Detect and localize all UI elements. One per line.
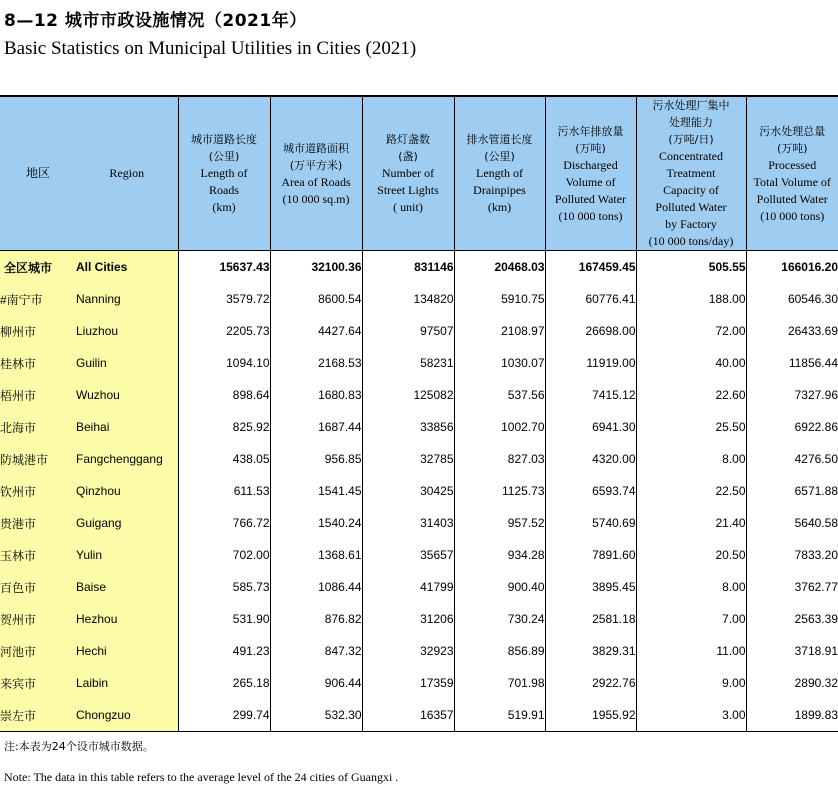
value-cell-road-area: 32100.36 (270, 251, 362, 284)
value-cell-road-area: 2168.53 (270, 347, 362, 379)
value-cell-processed-water: 11856.44 (746, 347, 838, 379)
value-cell-drainpipe-length: 1002.70 (454, 411, 545, 443)
header-en-line: Roads (209, 183, 239, 197)
value-cell-road-length: 491.23 (178, 635, 270, 667)
value-cell-discharged-water: 60776.41 (545, 283, 636, 315)
table-title-en: Basic Statistics on Municipal Utilities in Cities (2021) (4, 38, 417, 59)
value-cell-discharged-water: 4320.00 (545, 443, 636, 475)
value-cell-discharged-water: 5740.69 (545, 507, 636, 539)
value-cell-road-area: 8600.54 (270, 283, 362, 315)
region-cn-cell: 贵港市 (0, 507, 76, 539)
header-region-cn: 地区 (0, 96, 76, 251)
value-cell-street-lights: 41799 (362, 571, 454, 603)
header-en-line: Polluted Water (756, 191, 828, 206)
table-row (0, 283, 838, 315)
value-cell-discharged-water: 3829.31 (545, 635, 636, 667)
header-en-line: (10 000 sq.m) (282, 191, 350, 206)
header-en-line: Polluted Water (655, 200, 727, 214)
value-cell-road-area: 1687.44 (270, 411, 362, 443)
value-cell-treatment-capacity: 22.50 (636, 475, 746, 507)
value-cell-treatment-capacity: 21.40 (636, 507, 746, 539)
value-cell-road-area: 1368.61 (270, 539, 362, 571)
table-row (0, 315, 838, 347)
value-cell-road-length: 2205.73 (178, 315, 270, 347)
value-cell-road-length: 585.73 (178, 571, 270, 603)
value-cell-drainpipe-length: 701.98 (454, 667, 545, 699)
table-row (0, 443, 838, 475)
value-cell-processed-water: 1899.83 (746, 699, 838, 732)
value-cell-treatment-capacity: 8.00 (636, 571, 746, 603)
header-en-line: Volume of (565, 174, 616, 189)
value-cell-discharged-water: 167459.45 (545, 251, 636, 284)
value-cell-processed-water: 7327.96 (746, 379, 838, 411)
value-cell-processed-water: 166016.20 (746, 251, 838, 284)
header-cn-line: (盏) (398, 150, 418, 163)
header-en-line: (10 000 tons) (558, 208, 623, 223)
header-en-line: Processed (768, 157, 817, 172)
header-cn-line: (万吨) (776, 141, 808, 155)
value-cell-treatment-capacity: 25.50 (636, 411, 746, 443)
header-processed-water (746, 96, 838, 251)
region-en-cell: Wuzhou (76, 379, 178, 411)
region-en-cell: All Cities (76, 251, 178, 284)
header-road-area (270, 96, 362, 251)
value-cell-drainpipe-length: 20468.03 (454, 251, 545, 284)
table-row (0, 475, 838, 507)
header-cn-line: 污水处理总量 (759, 124, 826, 138)
value-cell-street-lights: 134820 (362, 283, 454, 315)
header-cn-line: 污水年排放量 (557, 124, 624, 138)
value-cell-road-length: 3579.72 (178, 283, 270, 315)
table-row (0, 635, 838, 667)
header-cn-line: 处理能力 (669, 116, 713, 129)
value-cell-drainpipe-length: 827.03 (454, 443, 545, 475)
value-cell-drainpipe-length: 537.56 (454, 379, 545, 411)
region-en-cell: Hezhou (76, 603, 178, 635)
header-cn-line: 城市道路面积 (283, 141, 349, 155)
table-title-cn: 8—12 城市市政设施情况（2021年） (4, 11, 307, 31)
value-cell-road-length: 299.74 (178, 699, 270, 732)
value-cell-drainpipe-length: 934.28 (454, 539, 545, 571)
value-cell-treatment-capacity: 505.55 (636, 251, 746, 284)
table-row (0, 667, 838, 699)
header-en-line: Capacity of (663, 183, 719, 197)
region-en-cell: Beihai (76, 411, 178, 443)
header-en-line: Area of Roads (281, 174, 351, 189)
header-street-lights (362, 96, 454, 251)
table-row (0, 699, 838, 732)
header-en-line: Discharged (563, 157, 618, 172)
region-cn-cell: 玉林市 (0, 539, 76, 571)
value-cell-processed-water: 3718.91 (746, 635, 838, 667)
region-cn-cell: 百色市 (0, 571, 76, 603)
header-en-line: ( unit) (393, 200, 423, 214)
header-en-line: Length of (476, 166, 523, 180)
table-row (0, 379, 838, 411)
header-en-line: Street Lights (377, 183, 439, 197)
value-cell-street-lights: 31403 (362, 507, 454, 539)
region-cn-cell: 防城港市 (0, 443, 76, 475)
value-cell-road-area: 847.32 (270, 635, 362, 667)
table-row (0, 347, 838, 379)
total-row (0, 251, 838, 284)
note-en: Note: The data in this table refers to the average level of the 24 cities of Guangxi . (4, 770, 399, 784)
header-cn-line: (万吨/日) (668, 133, 714, 146)
value-cell-road-length: 15637.43 (178, 251, 270, 284)
region-cn-cell: 钦州市 (0, 475, 76, 507)
region-cn-cell: 贺州市 (0, 603, 76, 635)
region-cn-cell: 桂林市 (0, 347, 76, 379)
value-cell-road-length: 531.90 (178, 603, 270, 635)
header-cn-line: 路灯盏数 (386, 133, 430, 146)
municipal-utilities-table (0, 95, 838, 732)
value-cell-treatment-capacity: 22.60 (636, 379, 746, 411)
value-cell-drainpipe-length: 5910.75 (454, 283, 545, 315)
value-cell-treatment-capacity: 9.00 (636, 667, 746, 699)
value-cell-drainpipe-length: 856.89 (454, 635, 545, 667)
value-cell-street-lights: 33856 (362, 411, 454, 443)
value-cell-treatment-capacity: 11.00 (636, 635, 746, 667)
value-cell-treatment-capacity: 20.50 (636, 539, 746, 571)
value-cell-processed-water: 6922.86 (746, 411, 838, 443)
region-cn-cell: 北海市 (0, 411, 76, 443)
value-cell-discharged-water: 1955.92 (545, 699, 636, 732)
header-road-length (178, 96, 270, 251)
table-row (0, 603, 838, 635)
value-cell-processed-water: 26433.69 (746, 315, 838, 347)
header-row (0, 96, 838, 251)
header-cn-line: 城市道路长度 (191, 133, 257, 146)
region-en-cell: Liuzhou (76, 315, 178, 347)
value-cell-road-area: 1540.24 (270, 507, 362, 539)
value-cell-street-lights: 831146 (362, 251, 454, 284)
region-cn-cell: 来宾市 (0, 667, 76, 699)
header-discharged-water (545, 96, 636, 251)
region-en-cell: Chongzuo (76, 699, 178, 732)
note-cn: 注:本表为24个设市城市数据。 (4, 740, 154, 753)
value-cell-treatment-capacity: 8.00 (636, 443, 746, 475)
value-cell-road-area: 1680.83 (270, 379, 362, 411)
region-en-cell: Laibin (76, 667, 178, 699)
value-cell-road-length: 438.05 (178, 443, 270, 475)
value-cell-street-lights: 58231 (362, 347, 454, 379)
value-cell-road-area: 1086.44 (270, 571, 362, 603)
header-treatment-capacity (636, 96, 746, 251)
header-en-line: Treatment (666, 166, 716, 180)
header-en-line: Number of (381, 166, 435, 180)
header-cn-line: (公里) (208, 150, 240, 163)
region-en-cell: Guigang (76, 507, 178, 539)
value-cell-street-lights: 17359 (362, 667, 454, 699)
region-en-cell: Hechi (76, 635, 178, 667)
value-cell-road-length: 825.92 (178, 411, 270, 443)
header-en-line: Total Volume of (753, 174, 831, 189)
value-cell-street-lights: 31206 (362, 603, 454, 635)
value-cell-road-length: 265.18 (178, 667, 270, 699)
value-cell-discharged-water: 26698.00 (545, 315, 636, 347)
value-cell-processed-water: 2563.39 (746, 603, 838, 635)
table-row (0, 411, 838, 443)
value-cell-processed-water: 4276.50 (746, 443, 838, 475)
value-cell-road-area: 1541.45 (270, 475, 362, 507)
value-cell-road-length: 766.72 (178, 507, 270, 539)
value-cell-treatment-capacity: 40.00 (636, 347, 746, 379)
header-drainpipe-length (454, 96, 545, 251)
header-region-en: Region (76, 96, 178, 251)
value-cell-drainpipe-length: 730.24 (454, 603, 545, 635)
region-en-cell: Yulin (76, 539, 178, 571)
value-cell-road-area: 906.44 (270, 667, 362, 699)
value-cell-drainpipe-length: 519.91 (454, 699, 545, 732)
header-en-line: by Factory (665, 217, 717, 231)
value-cell-treatment-capacity: 188.00 (636, 283, 746, 315)
value-cell-drainpipe-length: 1030.07 (454, 347, 545, 379)
value-cell-road-length: 1094.10 (178, 347, 270, 379)
region-cn-cell: 柳州市 (0, 315, 76, 347)
value-cell-street-lights: 16357 (362, 699, 454, 732)
value-cell-drainpipe-length: 957.52 (454, 507, 545, 539)
value-cell-road-area: 956.85 (270, 443, 362, 475)
header-cn-line: 排水管道长度 (466, 133, 533, 146)
value-cell-discharged-water: 11919.00 (545, 347, 636, 379)
header-cn-line: (万吨) (575, 141, 606, 155)
value-cell-processed-water: 7833.20 (746, 539, 838, 571)
header-en-line: (km) (487, 200, 512, 214)
value-cell-road-length: 611.53 (178, 475, 270, 507)
header-en-line: Drainpipes (473, 183, 526, 197)
value-cell-processed-water: 6571.88 (746, 475, 838, 507)
value-cell-street-lights: 30425 (362, 475, 454, 507)
value-cell-street-lights: 125082 (362, 379, 454, 411)
value-cell-discharged-water: 6941.30 (545, 411, 636, 443)
region-en-cell: Qinzhou (76, 475, 178, 507)
value-cell-processed-water: 5640.58 (746, 507, 838, 539)
table-row (0, 571, 838, 603)
header-en-line: (10 000 tons/day) (648, 234, 734, 248)
value-cell-discharged-water: 2922.76 (545, 667, 636, 699)
value-cell-road-area: 876.82 (270, 603, 362, 635)
value-cell-treatment-capacity: 3.00 (636, 699, 746, 732)
value-cell-discharged-water: 3895.45 (545, 571, 636, 603)
value-cell-discharged-water: 7415.12 (545, 379, 636, 411)
header-en-line: Length of (200, 166, 248, 180)
header-en-line: (10 000 tons) (760, 208, 825, 223)
table-body (0, 251, 838, 732)
region-cn-cell: 崇左市 (0, 699, 76, 732)
value-cell-discharged-water: 6593.74 (545, 475, 636, 507)
value-cell-street-lights: 32923 (362, 635, 454, 667)
header-cn-line: (万平方米) (289, 158, 343, 172)
value-cell-drainpipe-length: 1125.73 (454, 475, 545, 507)
header-en-line: Polluted Water (554, 191, 627, 206)
value-cell-processed-water: 60546.30 (746, 283, 838, 315)
value-cell-street-lights: 35657 (362, 539, 454, 571)
value-cell-treatment-capacity: 7.00 (636, 603, 746, 635)
region-cn-cell: 河池市 (0, 635, 76, 667)
header-cn-line: (公里) (484, 150, 515, 163)
region-en-cell: Baise (76, 571, 178, 603)
value-cell-road-length: 898.64 (178, 379, 270, 411)
value-cell-treatment-capacity: 72.00 (636, 315, 746, 347)
region-cn-cell: 梧州市 (0, 379, 76, 411)
value-cell-road-area: 4427.64 (270, 315, 362, 347)
value-cell-street-lights: 32785 (362, 443, 454, 475)
header-en-line: (km) (212, 200, 236, 214)
header-en-line: Concentrated (659, 149, 723, 163)
region-cn-cell: 全区城市 (0, 251, 76, 284)
table-row (0, 539, 838, 571)
value-cell-street-lights: 97507 (362, 315, 454, 347)
value-cell-discharged-water: 7891.60 (545, 539, 636, 571)
value-cell-processed-water: 2890.32 (746, 667, 838, 699)
value-cell-drainpipe-length: 900.40 (454, 571, 545, 603)
value-cell-processed-water: 3762.77 (746, 571, 838, 603)
value-cell-road-area: 532.30 (270, 699, 362, 732)
header-cn-line: 污水处理厂集中 (652, 99, 730, 112)
region-en-cell: Nanning (76, 283, 178, 315)
value-cell-drainpipe-length: 2108.97 (454, 315, 545, 347)
value-cell-road-length: 702.00 (178, 539, 270, 571)
value-cell-discharged-water: 2581.18 (545, 603, 636, 635)
region-cn-cell: #南宁市 (0, 283, 76, 315)
region-en-cell: Guilin (76, 347, 178, 379)
table-row (0, 507, 838, 539)
region-en-cell: Fangchenggang (76, 443, 178, 475)
